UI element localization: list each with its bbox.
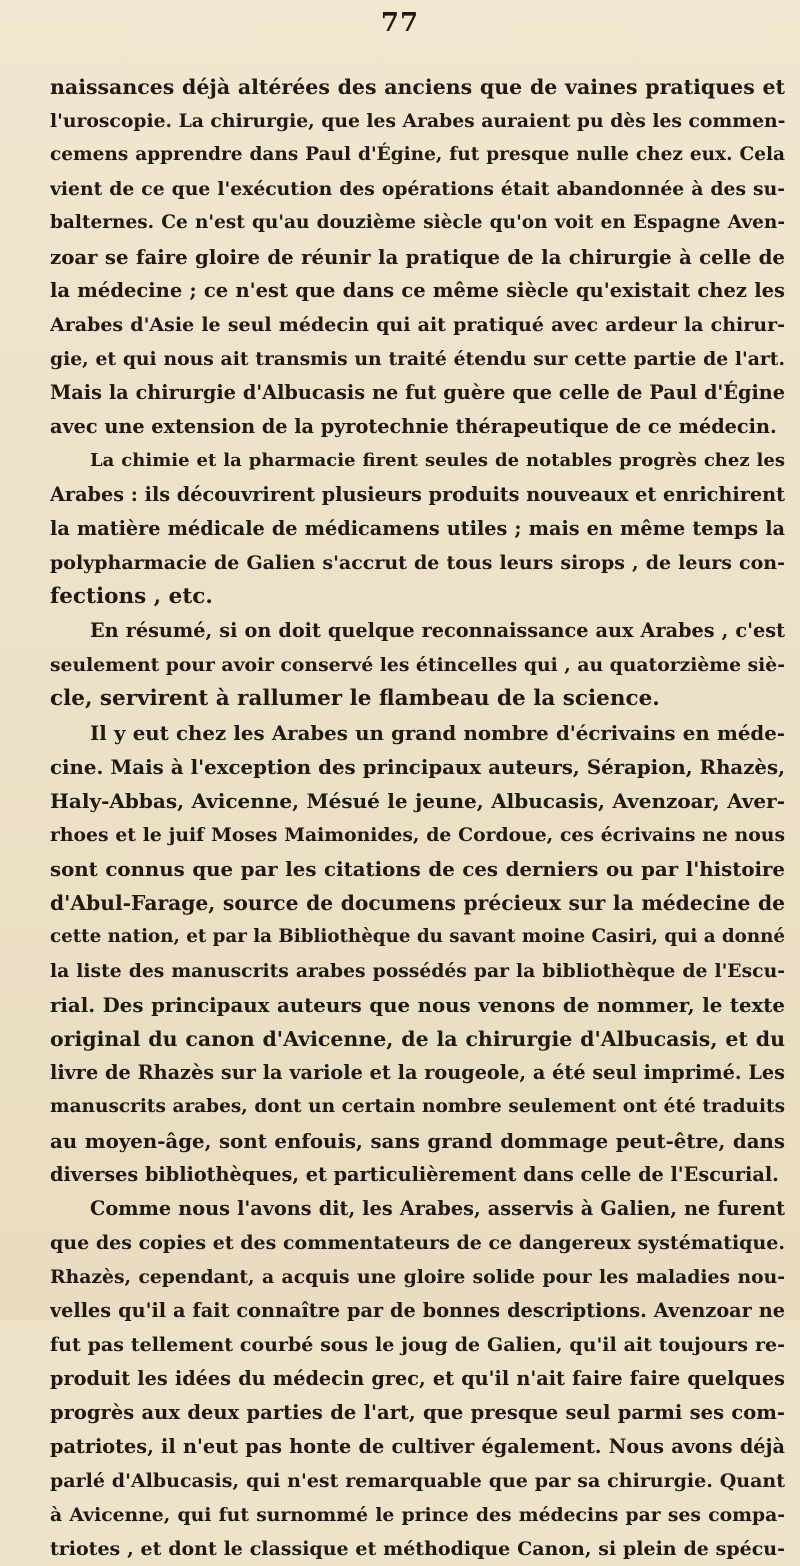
text-line: la matière médicale de médicamens utiles ; mais en même temps la — [50, 517, 785, 540]
text-line: polypharmacie de Galien s'accrut de tous leurs sirops , de leurs con- — [50, 552, 785, 574]
text-line: patriotes, il n'eut pas honte de cultiver également. Nous avons déjà — [50, 1435, 785, 1458]
text-line: seulement pour avoir conservé les étincelles qui , au quatorzième siè- — [50, 654, 785, 676]
text-line: fections , etc. — [50, 584, 213, 609]
text-line: cette nation, et par la Bibliothèque du savant moine Casiri, qui a donné — [50, 926, 785, 947]
text-line: manuscrits arabes, dont un certain nombre seulement ont été traduits — [50, 1096, 785, 1117]
text-line: progrès aux deux parties de l'art, que presque seul parmi ses com- — [50, 1401, 785, 1424]
page-number: 77 — [380, 8, 420, 38]
text-line: triotes , et dont le classique et méthodique Canon, si plein de spécu- — [50, 1538, 785, 1560]
text-line: cemens apprendre dans Paul d'Égine, fut presque nulle chez eux. Cela — [50, 144, 785, 165]
text-line: Il y eut chez les Arabes un grand nombre d'écrivains en méde- — [90, 721, 785, 745]
text-line: parlé d'Albucasis, qui n'est remarquable que par sa chirurgie. Quant — [50, 1470, 785, 1492]
text-line: à Avicenne, qui fut surnommé le prince des médecins par ses compa- — [50, 1504, 785, 1526]
text-line: sont connus que par les citations de ces derniers ou par l'histoire — [50, 857, 785, 881]
text-line: balternes. Ce n'est qu'au douzième siècle qu'on voit en Espagne Aven- — [50, 212, 785, 233]
text-line: Haly-Abbas, Avicenne, Mésué le jeune, Albucasis, Avenzoar, Aver- — [50, 789, 785, 813]
body-text — [50, 70, 785, 1566]
text-line: naissances déjà altérées des anciens que de vaines pratiques et — [50, 75, 785, 99]
text-line: au moyen-âge, sont enfouis, sans grand dommage peut-être, dans — [50, 1129, 785, 1153]
text-line: Arabes : ils découvrirent plusieurs produits nouveaux et enrichirent — [50, 483, 785, 506]
text-line: produit les idées du médecin grec, et qu'il n'ait faire faire quelques — [50, 1367, 785, 1390]
text-line: Rhazès, cependant, a acquis une gloire solide pour les maladies nou- — [50, 1266, 785, 1288]
text-line: Mais la chirurgie d'Albucasis ne fut guère que celle de Paul d'Égine — [50, 381, 785, 404]
text-line: cle, servirent à rallumer le flambeau de la science. — [50, 686, 660, 711]
text-line: Arabes d'Asie le seul médecin qui ait pratiqué avec ardeur la chirur- — [50, 314, 785, 336]
text-line: diverses bibliothèques, et particulièrement dans celle de l'Escurial. — [50, 1163, 779, 1186]
text-line: livre de Rhazès sur la variole et la rougeole, a été seul imprimé. Les — [50, 1061, 785, 1084]
text-line: avec une extension de la pyrotechnie thérapeutique de ce médecin. — [50, 415, 777, 438]
text-line: La chimie et la pharmacie firent seules de notables progrès chez les — [90, 450, 785, 471]
text-line: que des copies et des commentateurs de ce dangereux systématique. — [50, 1232, 785, 1254]
text-line: cine. Mais à l'exception des principaux auteurs, Sérapion, Rhazès, — [50, 755, 785, 779]
text-line: rial. Des principaux auteurs que nous venons de nommer, le texte — [50, 993, 785, 1017]
text-line: En résumé, si on doit quelque reconnaissance aux Arabes , c'est — [90, 619, 785, 642]
text-line: fut pas tellement courbé sous le joug de Galien, qu'il ait toujours re- — [50, 1334, 785, 1356]
text-line: la médecine ; ce n'est que dans ce même siècle qu'existait chez les — [50, 279, 785, 302]
text-line: rhoes et le juif Moses Maimonides, de Cordoue, ces écrivains ne nous — [50, 824, 785, 846]
text-line: zoar se faire gloire de réunir la pratique de la chirurgie à celle de — [50, 245, 785, 269]
text-line: l'uroscopie. La chirurgie, que les Arabes auraient pu dès les commen- — [50, 110, 785, 132]
text-line: d'Abul-Farage, source de documens précieux sur la médecine de — [50, 891, 785, 915]
text-line: Comme nous l'avons dit, les Arabes, asservis à Galien, ne furent — [90, 1197, 785, 1220]
text-line: vient de ce que l'exécution des opérations était abandonnée à des su- — [50, 178, 785, 200]
text-line: gie, et qui nous ait transmis un traité étendu sur cette partie de l'art. — [50, 348, 785, 370]
text-line: la liste des manuscrits arabes possédés par la bibliothèque de l'Escu- — [50, 960, 785, 982]
text-line: original du canon d'Avicenne, de la chirurgie d'Albucasis, et du — [50, 1027, 785, 1051]
text-line: velles qu'il a fait connaître par de bonnes descriptions. Avenzoar ne — [50, 1299, 785, 1322]
